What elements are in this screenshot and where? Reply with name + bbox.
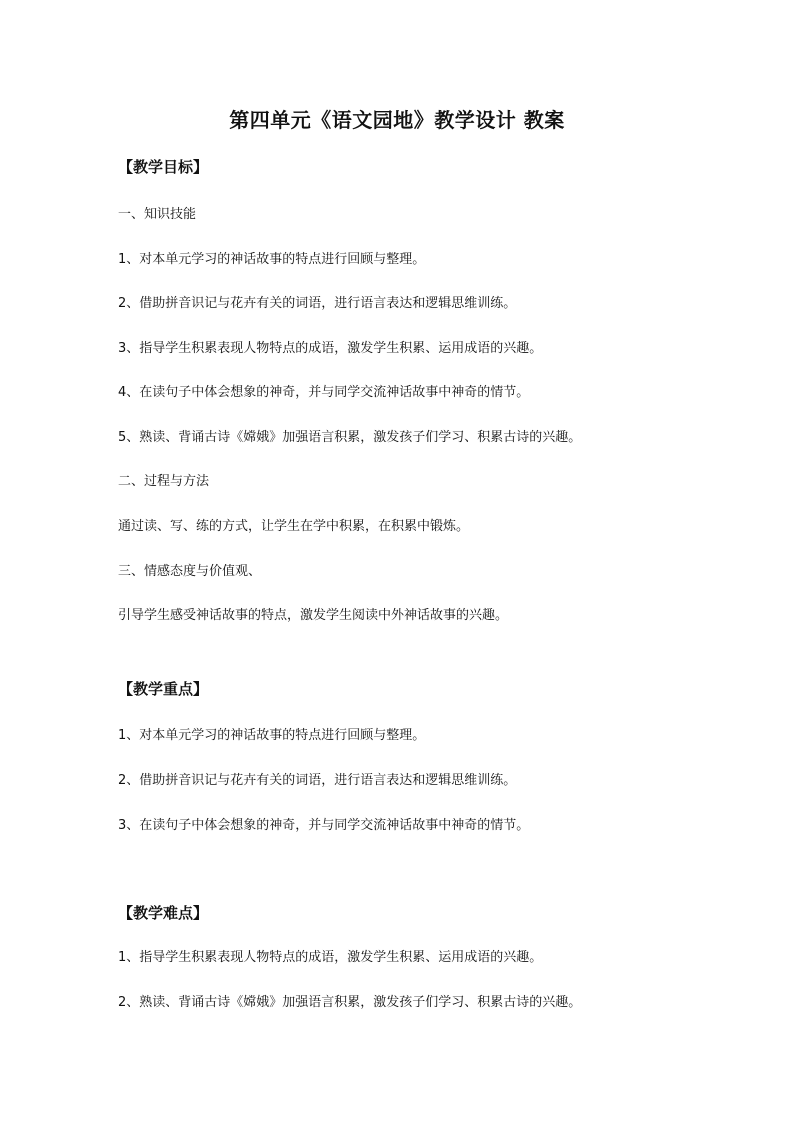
objective-item: 5、熟读、背诵古诗《嫦娥》加强语言积累，激发孩子们学习、积累古诗的兴趣。 xyxy=(118,430,582,445)
document-title: 第四单元《语文园地》教学设计 教案 xyxy=(229,108,565,132)
objective-item: 3、指导学生积累表现人物特点的成语，激发学生积累、运用成语的兴趣。 xyxy=(118,341,543,356)
objectives-heading: 【教学目标】 xyxy=(118,158,209,176)
key-point-item: 3、在读句子中体会想象的神奇，并与同学交流神话故事中神奇的情节。 xyxy=(118,818,530,833)
difficulties-heading: 【教学难点】 xyxy=(118,904,209,922)
key-point-item: 2、借助拼音识记与花卉有关的词语，进行语言表达和逻辑思维训练。 xyxy=(118,773,517,788)
objective-item: 4、在读句子中体会想象的神奇，并与同学交流神话故事中神奇的情节。 xyxy=(118,385,530,400)
process-heading: 二、过程与方法 xyxy=(118,474,210,489)
objective-item: 2、借助拼音识记与花卉有关的词语，进行语言表达和逻辑思维训练。 xyxy=(118,296,517,311)
difficulty-item: 1、指导学生积累表现人物特点的成语，激发学生积累、运用成语的兴趣。 xyxy=(118,950,543,965)
objective-item: 1、对本单元学习的神话故事的特点进行回顾与整理。 xyxy=(118,252,426,267)
difficulty-item: 2、熟读、背诵古诗《嫦娥》加强语言积累，激发孩子们学习、积累古诗的兴趣。 xyxy=(118,995,582,1010)
key-points-heading: 【教学重点】 xyxy=(118,680,209,698)
emotion-text: 引导学生感受神话故事的特点，激发学生阅读中外神话故事的兴趣。 xyxy=(118,608,509,623)
process-text: 通过读、写、练的方式，让学生在学中积累，在积累中锻炼。 xyxy=(118,519,470,534)
key-point-item: 1、对本单元学习的神话故事的特点进行回顾与整理。 xyxy=(118,728,426,743)
emotion-heading: 三、情感态度与价值观、 xyxy=(118,564,262,579)
knowledge-heading: 一、知识技能 xyxy=(118,207,197,222)
